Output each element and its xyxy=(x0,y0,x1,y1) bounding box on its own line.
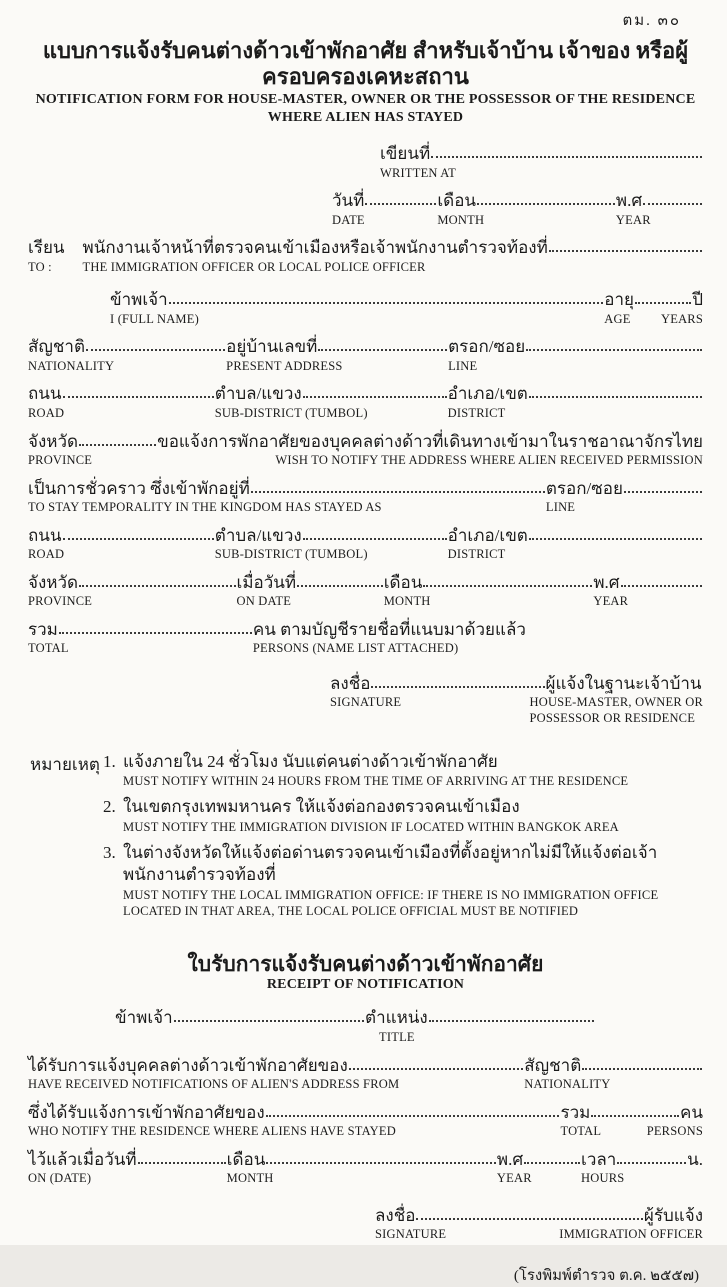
dotted-fill xyxy=(431,156,702,158)
written-at-row xyxy=(380,143,703,181)
receipt-name-row xyxy=(115,1007,595,1045)
dotted-fill xyxy=(477,203,615,205)
receipt-title-thai: ใบรับการแจ้งรับคนต่างด้าวเข้าพักอาศัย xyxy=(187,952,544,977)
note-2-thai xyxy=(103,796,703,818)
notify-statement-sublabel: WISH TO NOTIFY THE ADDRESS WHERE ALIEN RECEIVED PERMISSION xyxy=(275,452,703,467)
month-sublabel: MONTH xyxy=(383,594,431,609)
dotted-fill xyxy=(582,1068,702,1070)
receipt-title-english: RECEIPT OF NOTIFICATION xyxy=(266,977,465,993)
date-sublabel: DATE xyxy=(332,212,365,227)
nationality-label: สัญชาติ xyxy=(524,1055,582,1075)
dotted-fill xyxy=(526,349,702,351)
to-label: เรียน xyxy=(28,238,65,258)
officer-signature-row xyxy=(375,1205,703,1243)
to-sublabel: TO : xyxy=(28,259,52,274)
receipt-received-row xyxy=(28,1055,703,1093)
time-label: เวลา xyxy=(581,1149,617,1169)
dotted-fill xyxy=(621,585,702,587)
signature-line xyxy=(371,686,544,688)
housemaster-role-label: ผู้แจ้งในฐานะเจ้าบ้าน xyxy=(545,673,702,693)
note-3-english-line1: MUST NOTIFY THE LOCAL IMMIGRATION OFFICE: IF THERE IS NO IMMIGRATION OFFICE xyxy=(123,887,659,902)
year-sublabel: YEAR xyxy=(615,212,651,227)
total-row xyxy=(28,619,703,657)
receipt-position-sublabel: TITLE xyxy=(379,1029,415,1044)
subdistrict-sublabel: SUB-DISTRICT (TUMBOL) xyxy=(214,405,368,420)
month-sublabel: MONTH xyxy=(226,1171,274,1186)
present-address-label: อยู่บ้านเลขที่ xyxy=(226,337,318,357)
note-3-thai xyxy=(103,842,703,887)
dotted-fill xyxy=(549,250,702,252)
receipt-name-label: ข้าพเจ้า xyxy=(115,1008,173,1028)
temporary-stay-row xyxy=(28,478,703,516)
received-from-sublabel: HAVE RECEIVED NOTIFICATIONS OF ALIEN'S ADDRESS FROM xyxy=(28,1076,400,1091)
printing-house-note: (โรงพิมพ์ตำรวจ ต.ค. ๒๕๕๗) xyxy=(513,1267,699,1284)
addressee-row xyxy=(28,237,703,275)
dotted-fill xyxy=(635,302,691,304)
dotted-fill xyxy=(529,396,702,398)
notify-statement: ขอแจ้งการพักอาศัยของบุคคลต่างด้าวที่เดินทางเข้ามาในราชอาณาจักรไทย xyxy=(157,431,703,451)
note-1-thai xyxy=(103,751,703,773)
who-notify-label: ซึ่งได้รับแจ้งการเข้าพักอาศัยของ xyxy=(28,1102,265,1122)
full-name-row xyxy=(110,289,703,327)
province-row-2 xyxy=(28,572,703,610)
present-address-sublabel: PRESENT ADDRESS xyxy=(226,358,343,373)
dotted-fill xyxy=(423,585,592,587)
age-label: อายุ xyxy=(604,290,634,310)
total-sublabel: TOTAL xyxy=(560,1124,602,1139)
year-sublabel: YEAR xyxy=(496,1171,532,1186)
form-title-english-line1: NOTIFICATION FORM FOR HOUSE-MASTER, OWNER OR THE POSSESSOR OF THE RESIDENCE xyxy=(35,91,696,107)
province-label: จังหวัด xyxy=(28,431,79,451)
dotted-fill xyxy=(303,538,447,540)
dotted-fill xyxy=(169,302,604,304)
note-item-3 xyxy=(103,842,703,919)
form-title-english-line2: WHERE ALIEN HAS STAYED xyxy=(267,109,464,125)
road-sublabel: ROAD xyxy=(28,405,65,420)
subdistrict-label: ตำบล/แขวง xyxy=(214,525,302,545)
note-1-text: แจ้งภายใน 24 ชั่วโมง นับแต่คนต่างด้าวเข้าพักอาศัย xyxy=(123,751,498,771)
officer-role-label: ผู้รับแจ้ง xyxy=(643,1205,703,1225)
form-code: ตม. ๓๐ xyxy=(622,13,681,29)
note-1-number: 1. xyxy=(103,751,116,771)
housemaster-role-sublabel-line1: HOUSE-MASTER, OWNER OR xyxy=(529,695,703,710)
form-title-thai: แบบการแจ้งรับคนต่างด้าวเข้าพักอาศัย สำหรับเจ้าบ้าน เจ้าของ หรือผู้ครอบครองเคหะสถาน xyxy=(42,38,689,90)
dotted-fill xyxy=(63,538,214,540)
signature-label: ลงชื่อ xyxy=(375,1205,416,1225)
road-label: ถนน xyxy=(28,384,62,404)
nationality-row xyxy=(28,336,703,374)
year-label: พ.ศ xyxy=(593,572,620,592)
written-at-label: เขียนที่ xyxy=(380,144,431,164)
dotted-fill xyxy=(624,491,702,493)
time-sublabel: HOURS xyxy=(581,1171,625,1186)
year-label: พ.ศ xyxy=(496,1149,524,1169)
housemaster-role-sublabel xyxy=(530,695,704,726)
dotted-fill xyxy=(617,1162,686,1164)
district-label: อำเภอ/เขต xyxy=(447,525,528,545)
on-date-label: ไว้แล้วเมื่อวันที่ xyxy=(28,1149,137,1169)
lane-sublabel: LINE xyxy=(448,358,478,373)
housemaster-role-sublabel-line2: POSSESSOR OR RESIDENCE xyxy=(529,710,696,725)
dotted-fill xyxy=(297,585,383,587)
date-row xyxy=(332,190,703,228)
dotted-fill xyxy=(318,349,447,351)
receipt-position-label: ตำแหน่ง xyxy=(365,1008,428,1028)
district-label: อำเภอ/เขต xyxy=(447,384,528,404)
dotted-fill xyxy=(524,1162,580,1164)
dotted-fill xyxy=(79,585,235,587)
road-row-1 xyxy=(28,383,703,421)
note-2-text: ในเขตกรุงเทพมหานคร ให้แจ้งต่อกองตรวจคนเข้าเมือง xyxy=(123,797,520,817)
dotted-fill xyxy=(86,349,225,351)
note-1-english: MUST NOTIFY WITHIN 24 HOURS FROM THE TIME OF ARRIVING AT THE RESIDENCE xyxy=(123,773,629,788)
dotted-fill xyxy=(303,396,447,398)
dotted-fill xyxy=(429,1020,594,1022)
year-sublabel: YEAR xyxy=(593,594,629,609)
to-subtext: THE IMMIGRATION OFFICER OR LOCAL POLICE OFFICER xyxy=(82,259,426,274)
dotted-fill xyxy=(63,396,214,398)
lane-label: ตรอก/ซอย xyxy=(448,337,526,357)
road-row-2 xyxy=(28,525,703,563)
dotted-fill xyxy=(266,1115,560,1117)
lane-sublabel: LINE xyxy=(545,500,576,515)
month-sublabel: MONTH xyxy=(437,212,485,227)
full-name-sublabel: I (FULL NAME) xyxy=(110,311,199,326)
full-name-label: ข้าพเจ้า xyxy=(110,290,168,310)
signature-sublabel: SIGNATURE xyxy=(375,1227,447,1242)
note-2-number: 2. xyxy=(103,797,116,817)
notes-items xyxy=(103,751,703,927)
dotted-fill xyxy=(591,1115,679,1117)
received-from-label: ได้รับการแจ้งบุคคลต่างด้าวเข้าพักอาศัยของ xyxy=(28,1055,348,1075)
on-date-sublabel: ON DATE xyxy=(236,594,292,609)
time-unit-label: น. xyxy=(687,1149,703,1169)
temporary-stay-label: เป็นการชั่วคราว ซึ่งเข้าพักอยู่ที่ xyxy=(28,478,250,498)
province-sublabel: PROVINCE xyxy=(28,594,93,609)
nationality-label: สัญชาติ xyxy=(28,337,85,357)
dotted-fill xyxy=(266,1162,496,1164)
year-label: พ.ศ xyxy=(615,191,643,211)
note-3-text: ในต่างจังหวัดให้แจ้งต่อด่านตรวจคนเข้าเมืองที่ตั้งอยู่หากไม่มีให้แจ้งต่อเจ้าพนักงานตำรวจท้องที่ xyxy=(123,842,658,885)
month-label: เดือน xyxy=(226,1149,266,1169)
signature-line xyxy=(416,1218,642,1220)
dotted-fill xyxy=(349,1068,523,1070)
province-row-1 xyxy=(28,431,703,469)
dotted-fill xyxy=(365,203,436,205)
district-sublabel: DISTRICT xyxy=(447,405,506,420)
total-suffix-sublabel: PERSONS (NAME LIST ATTACHED) xyxy=(252,641,459,656)
dotted-fill xyxy=(251,491,545,493)
dotted-fill xyxy=(643,203,702,205)
total-sublabel: TOTAL xyxy=(28,641,69,656)
written-at-sublabel: WRITTEN AT xyxy=(380,165,456,180)
note-2-english: MUST NOTIFY THE IMMIGRATION DIVISION IF LOCATED WITHIN BANGKOK AREA xyxy=(123,819,619,834)
note-item-2 xyxy=(103,796,703,835)
subdistrict-sublabel: SUB-DISTRICT (TUMBOL) xyxy=(214,547,368,562)
on-date-sublabel: ON (DATE) xyxy=(28,1171,92,1186)
age-sublabel: AGE xyxy=(604,311,631,326)
dotted-fill xyxy=(138,1162,226,1164)
officer-role-sublabel: IMMIGRATION OFFICER xyxy=(559,1227,703,1242)
dotted-fill xyxy=(174,1020,364,1022)
road-sublabel: ROAD xyxy=(28,547,65,562)
signature-label: ลงชื่อ xyxy=(330,673,371,693)
lane-label: ตรอก/ซอย xyxy=(545,478,623,498)
years-label: ปี xyxy=(692,290,703,310)
nationality-sublabel: NATIONALITY xyxy=(524,1076,611,1091)
road-label: ถนน xyxy=(28,525,62,545)
dotted-fill xyxy=(529,538,702,540)
total-suffix: คน ตามบัญชีรายชื่อที่แนบมาด้วยแล้ว xyxy=(252,619,526,639)
dotted-fill xyxy=(79,444,156,446)
receipt-date-row xyxy=(28,1149,703,1187)
date-label: วันที่ xyxy=(332,191,365,211)
housemaster-signature-row xyxy=(330,673,703,727)
signature-sublabel: SIGNATURE xyxy=(330,695,402,710)
persons-sublabel: PERSONS xyxy=(646,1124,703,1139)
district-sublabel: DISTRICT xyxy=(447,547,506,562)
to-text: พนักงานเจ้าหน้าที่ตรวจคนเข้าเมืองหรือเจ้าพนักงานตำรวจท้องที่ xyxy=(82,238,548,258)
notes-section xyxy=(28,751,703,927)
month-label: เดือน xyxy=(383,572,423,592)
subdistrict-label: ตำบล/แขวง xyxy=(214,384,302,404)
nationality-sublabel: NATIONALITY xyxy=(28,358,115,373)
note-item-1 xyxy=(103,751,703,790)
note-3-english-line2: LOCATED IN THAT AREA, THE LOCAL POLICE OFFICIAL MUST BE NOTIFIED xyxy=(123,904,579,919)
temporary-stay-sublabel: TO STAY TEMPORALITY IN THE KINGDOM HAS STAYED AS xyxy=(28,500,382,515)
total-label: รวม xyxy=(560,1102,591,1122)
province-label: จังหวัด xyxy=(28,572,79,592)
receipt-who-row xyxy=(28,1102,703,1140)
persons-label: คน xyxy=(679,1102,703,1122)
notes-label: หมายเหตุ xyxy=(30,754,100,774)
dotted-fill xyxy=(59,632,252,634)
years-sublabel: YEARS xyxy=(661,311,703,326)
province-sublabel: PROVINCE xyxy=(28,452,93,467)
month-label: เดือน xyxy=(437,191,477,211)
note-3-number: 3. xyxy=(103,842,116,862)
total-label: รวม xyxy=(28,619,58,639)
who-notify-sublabel: WHO NOTIFY THE RESIDENCE WHERE ALIENS HAVE STAYED xyxy=(28,1124,396,1139)
on-date-label: เมื่อวันที่ xyxy=(236,572,297,592)
